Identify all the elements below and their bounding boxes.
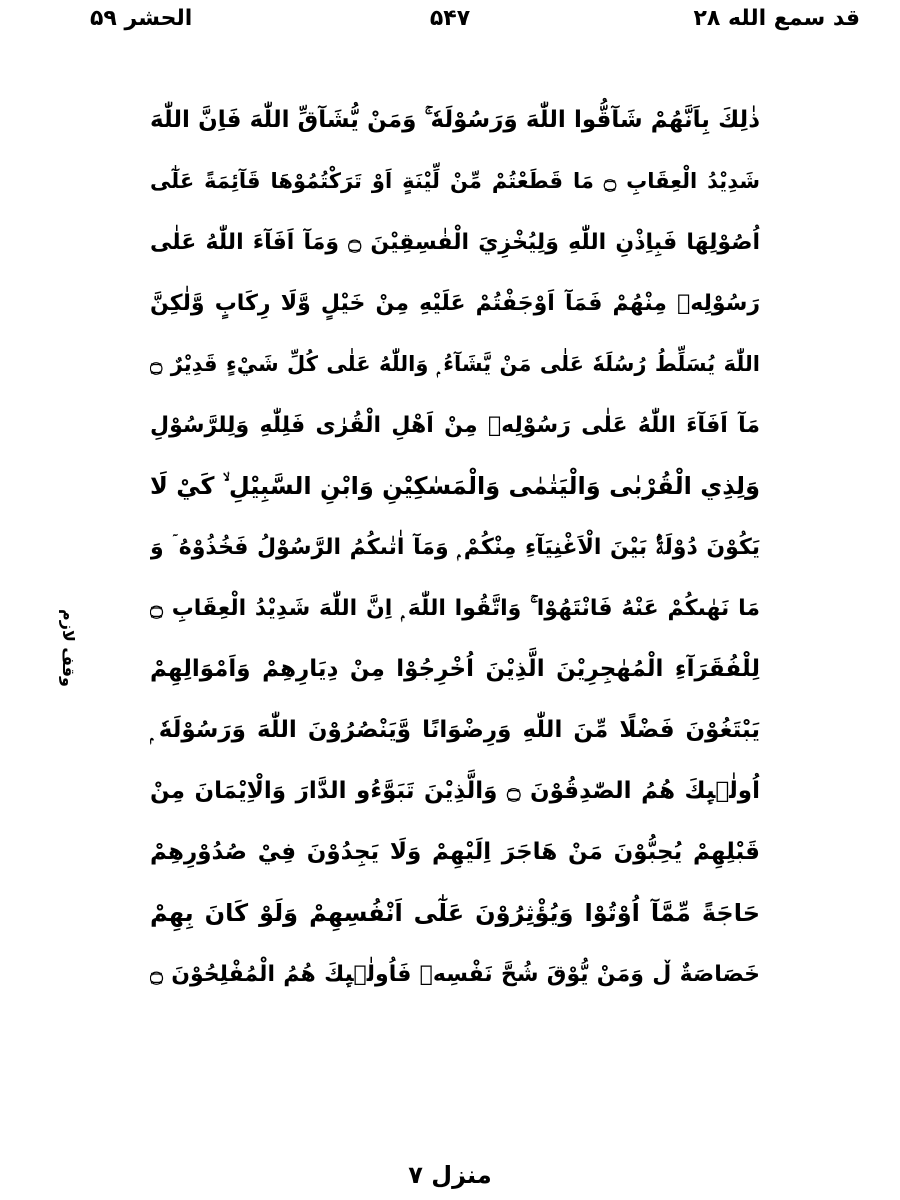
verse-line: لِلْفُقَرَآءِ الْمُهٰجِرِيْنَ الَّذِيْنَ اُخْرِجُوْا مِنْ دِيَارِهِمْ وَاَمْوَالِهِمْ bbox=[150, 656, 760, 682]
margin-note: وقف لازم bbox=[59, 609, 78, 687]
page-number: ۵۴۷ bbox=[429, 6, 471, 31]
verse-line: مَآ اَفَآءَ اللّٰهُ عَلٰى رَسُوْلِهٖ مِنْ اَهْلِ الْقُرٰى فَلِلّٰهِ وَلِلرَّسُوْلِ bbox=[150, 413, 760, 438]
verse-line: رَسُوْلِهٖ مِنْهُمْ فَمَآ اَوْجَفْتُمْ عَلَيْهِ مِنْ خَيْلٍ وَّلَا رِكَابٍ وَّلٰكِنَّ bbox=[150, 291, 760, 316]
verse-line: خَصَاصَةٌ ڵ وَمَنْ يُّوْقَ شُحَّ نَفْسِهٖ فَاُولٰۗىِٕكَ هُمُ الْمُفْلِحُوْنَ ۝ bbox=[150, 962, 760, 987]
verse-line: اللّٰهَ يُسَلِّطُ رُسُلَهٗ عَلٰى مَنْ يَّشَآءُ ۭ وَاللّٰهُ عَلٰى كُلِّ شَيْءٍ قَدِيْرٌ ۝ bbox=[150, 352, 760, 376]
verse-line: قَبْلِهِمْ يُحِبُّوْنَ مَنْ هَاجَرَ اِلَيْهِمْ وَلَا يَجِدُوْنَ فِيْ صُدُوْرِهِمْ bbox=[150, 839, 760, 865]
verse-block bbox=[150, 90, 760, 1005]
verse-line: اُصُوْلِهَا فَبِاِذْنِ اللّٰهِ وَلِيُخْزِيَ الْفٰسِقِيْنَ ۝ وَمَآ اَفَآءَ اللّٰهُ عَلٰى bbox=[150, 230, 760, 255]
verse-line: يَبْتَغُوْنَ فَضْلًا مِّنَ اللّٰهِ وَرِضْوَانًا وَّيَنْصُرُوْنَ اللّٰهَ وَرَسُوْلَهٗ ۭ bbox=[150, 717, 760, 743]
verse-line: اُولٰۗىِٕكَ هُمُ الصّٰدِقُوْنَ ۝ وَالَّذِيْنَ تَبَوَّءُو الدَّارَ وَالْاِيْمَانَ مِنْ bbox=[150, 778, 760, 804]
verse-line: يَكُوْنَ دُوْلَةًۢ بَيْنَ الْاَغْنِيَآءِ مِنْكُمْ ۭ وَمَآ اٰتٰىكُمُ الرَّسُوْلُ فَخُذُوْهُ ۤ وَ bbox=[150, 535, 760, 560]
verse-line: حَاجَةً مِّمَّآ اُوْتُوْا وَيُؤْثِرُوْنَ عَلٰٓى اَنْفُسِهِمْ وَلَوْ كَانَ بِهِمْ bbox=[150, 899, 760, 927]
verse-line: وَلِذِي الْقُرْبٰى وَالْيَتٰمٰى وَالْمَسٰكِيْنِ وَابْنِ السَّبِيْلِ ۙ كَيْ لَا bbox=[150, 472, 760, 500]
surah-header: الحشر ۵۹ bbox=[90, 6, 193, 31]
verse-line: شَدِيْدُ الْعِقَابِ ۝ مَا قَطَعْتُمْ مِّنْ لِّيْنَةٍ اَوْ تَرَكْتُمُوْهَا قَآئِمَةً عَلٰٓى bbox=[150, 169, 760, 193]
juz-header: قد سمع الله ۲۸ bbox=[693, 6, 860, 31]
manzil-footer: منزل ۷ bbox=[408, 1161, 492, 1189]
verse-line: ذٰلِكَ بِاَنَّهُمْ شَآقُّوا اللّٰهَ وَرَسُوْلَهٗ ۚ وَمَنْ يُّشَآقِّ اللّٰهَ فَاِنَّ اللّٰهَ bbox=[150, 107, 760, 133]
verse-line: مَا نَهٰىكُمْ عَنْهُ فَانْتَهُوْا ۚ وَاتَّقُوا اللّٰهَ ۭ اِنَّ اللّٰهَ شَدِيْدُ الْعِقَابِ ۝ bbox=[150, 596, 760, 621]
